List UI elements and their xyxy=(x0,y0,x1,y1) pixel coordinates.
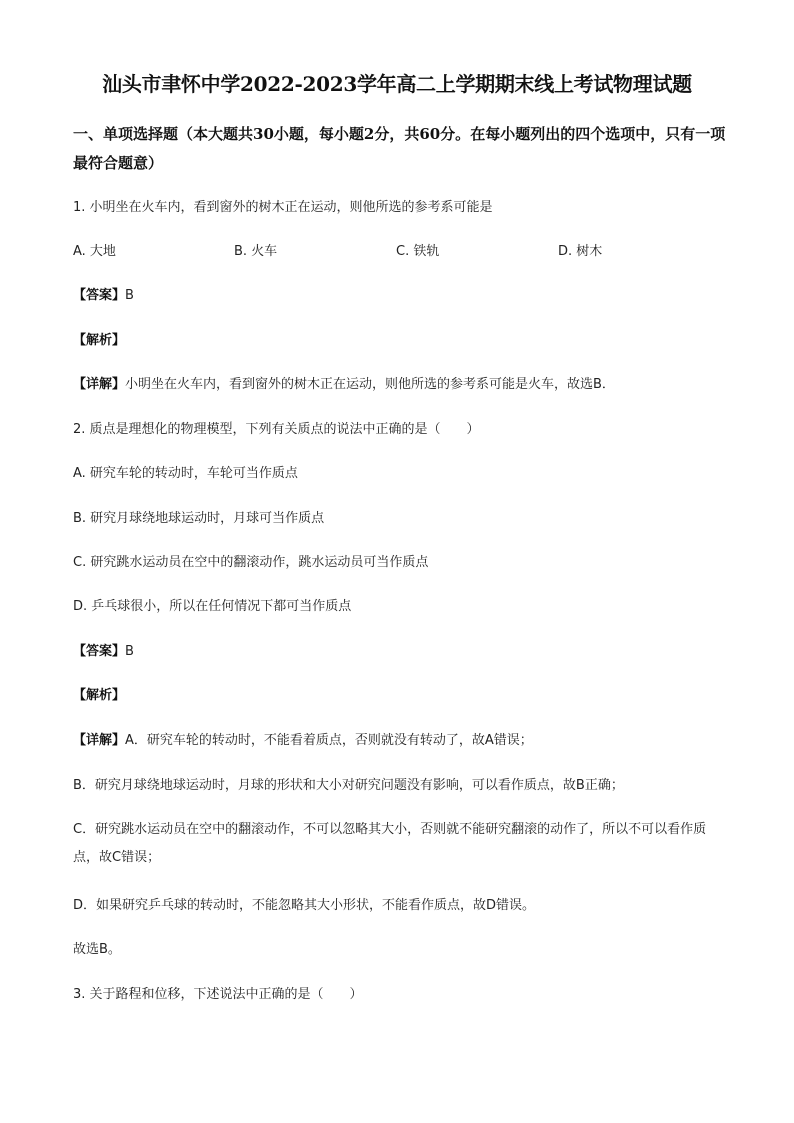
question-1-detail xyxy=(73,375,615,395)
detail-text: 小明坐在火车内，看到窗外的树木正在运动，则他所选的参考系可能是火车，故选B． xyxy=(125,377,615,392)
question-2-stem: 2. 质点是理想化的物理模型，下列有关质点的说法中正确的是（ ） xyxy=(73,422,480,437)
question-1-answer xyxy=(73,286,134,306)
question-1-option-c: C. 铁轨 xyxy=(396,244,440,259)
question-2-option-b: B. 研究月球绕地球运动时，月球可当作质点 xyxy=(73,511,325,526)
answer-value: B xyxy=(125,644,134,659)
question-2-answer xyxy=(73,642,134,662)
question-2-conclusion: 故选B。 xyxy=(73,942,121,957)
question-1-stem: 1. 小明坐在火车内，看到窗外的树木正在运动，则他所选的参考系可能是 xyxy=(73,200,493,215)
analysis-tag: 【解析】 xyxy=(73,333,126,348)
question-2-detail-c: C．研究跳水运动员在空中的翻滚动作，不可以忽略其大小，否则就不能研究翻滚的动作了，所以不可以看作质点，故C错误； xyxy=(73,822,707,865)
detail-text: A．研究车轮的转动时，不能看着质点，否则就没有转动了，故A错误； xyxy=(125,733,533,748)
answer-value: B xyxy=(125,288,134,303)
answer-tag: 【答案】 xyxy=(73,288,126,303)
question-1-option-d: D. 树木 xyxy=(558,244,603,259)
analysis-tag: 【解析】 xyxy=(73,688,126,703)
question-1-option-b: B. 火车 xyxy=(234,244,278,259)
question-3-stem: 3. 关于路程和位移，下述说法中正确的是（ ） xyxy=(73,987,363,1002)
question-2-option-c: C. 研究跳水运动员在空中的翻滚动作，跳水运动员可当作质点 xyxy=(73,555,429,570)
question-2-analysis xyxy=(73,686,125,706)
section-heading: 一、单项选择题（本大题共30小题，每小题2分，共60分。在每小题列出的四个选项中，只有一项最符合题意） xyxy=(73,125,726,172)
document-title: 汕头市聿怀中学2022-2023学年高二上学期期末线上考试物理试题 xyxy=(102,72,692,96)
question-1-option-a: A. 大地 xyxy=(73,244,116,259)
question-2-option-a: A. 研究车轮的转动时，车轮可当作质点 xyxy=(73,466,298,481)
question-2-detail-d: D．如果研究乒乓球的转动时，不能忽略其大小形状，不能看作质点，故D错误。 xyxy=(73,898,536,913)
question-2-option-d: D. 乒乓球很小，所以在任何情况下都可当作质点 xyxy=(73,599,352,614)
answer-tag: 【答案】 xyxy=(73,644,126,659)
detail-tag: 【详解】 xyxy=(73,377,126,392)
question-2-detail-a xyxy=(73,731,533,751)
detail-tag: 【详解】 xyxy=(73,733,126,748)
question-1-analysis xyxy=(73,331,125,351)
question-2-detail-b: B．研究月球绕地球运动时，月球的形状和大小对研究问题没有影响，可以看作质点，故B正确； xyxy=(73,778,624,793)
